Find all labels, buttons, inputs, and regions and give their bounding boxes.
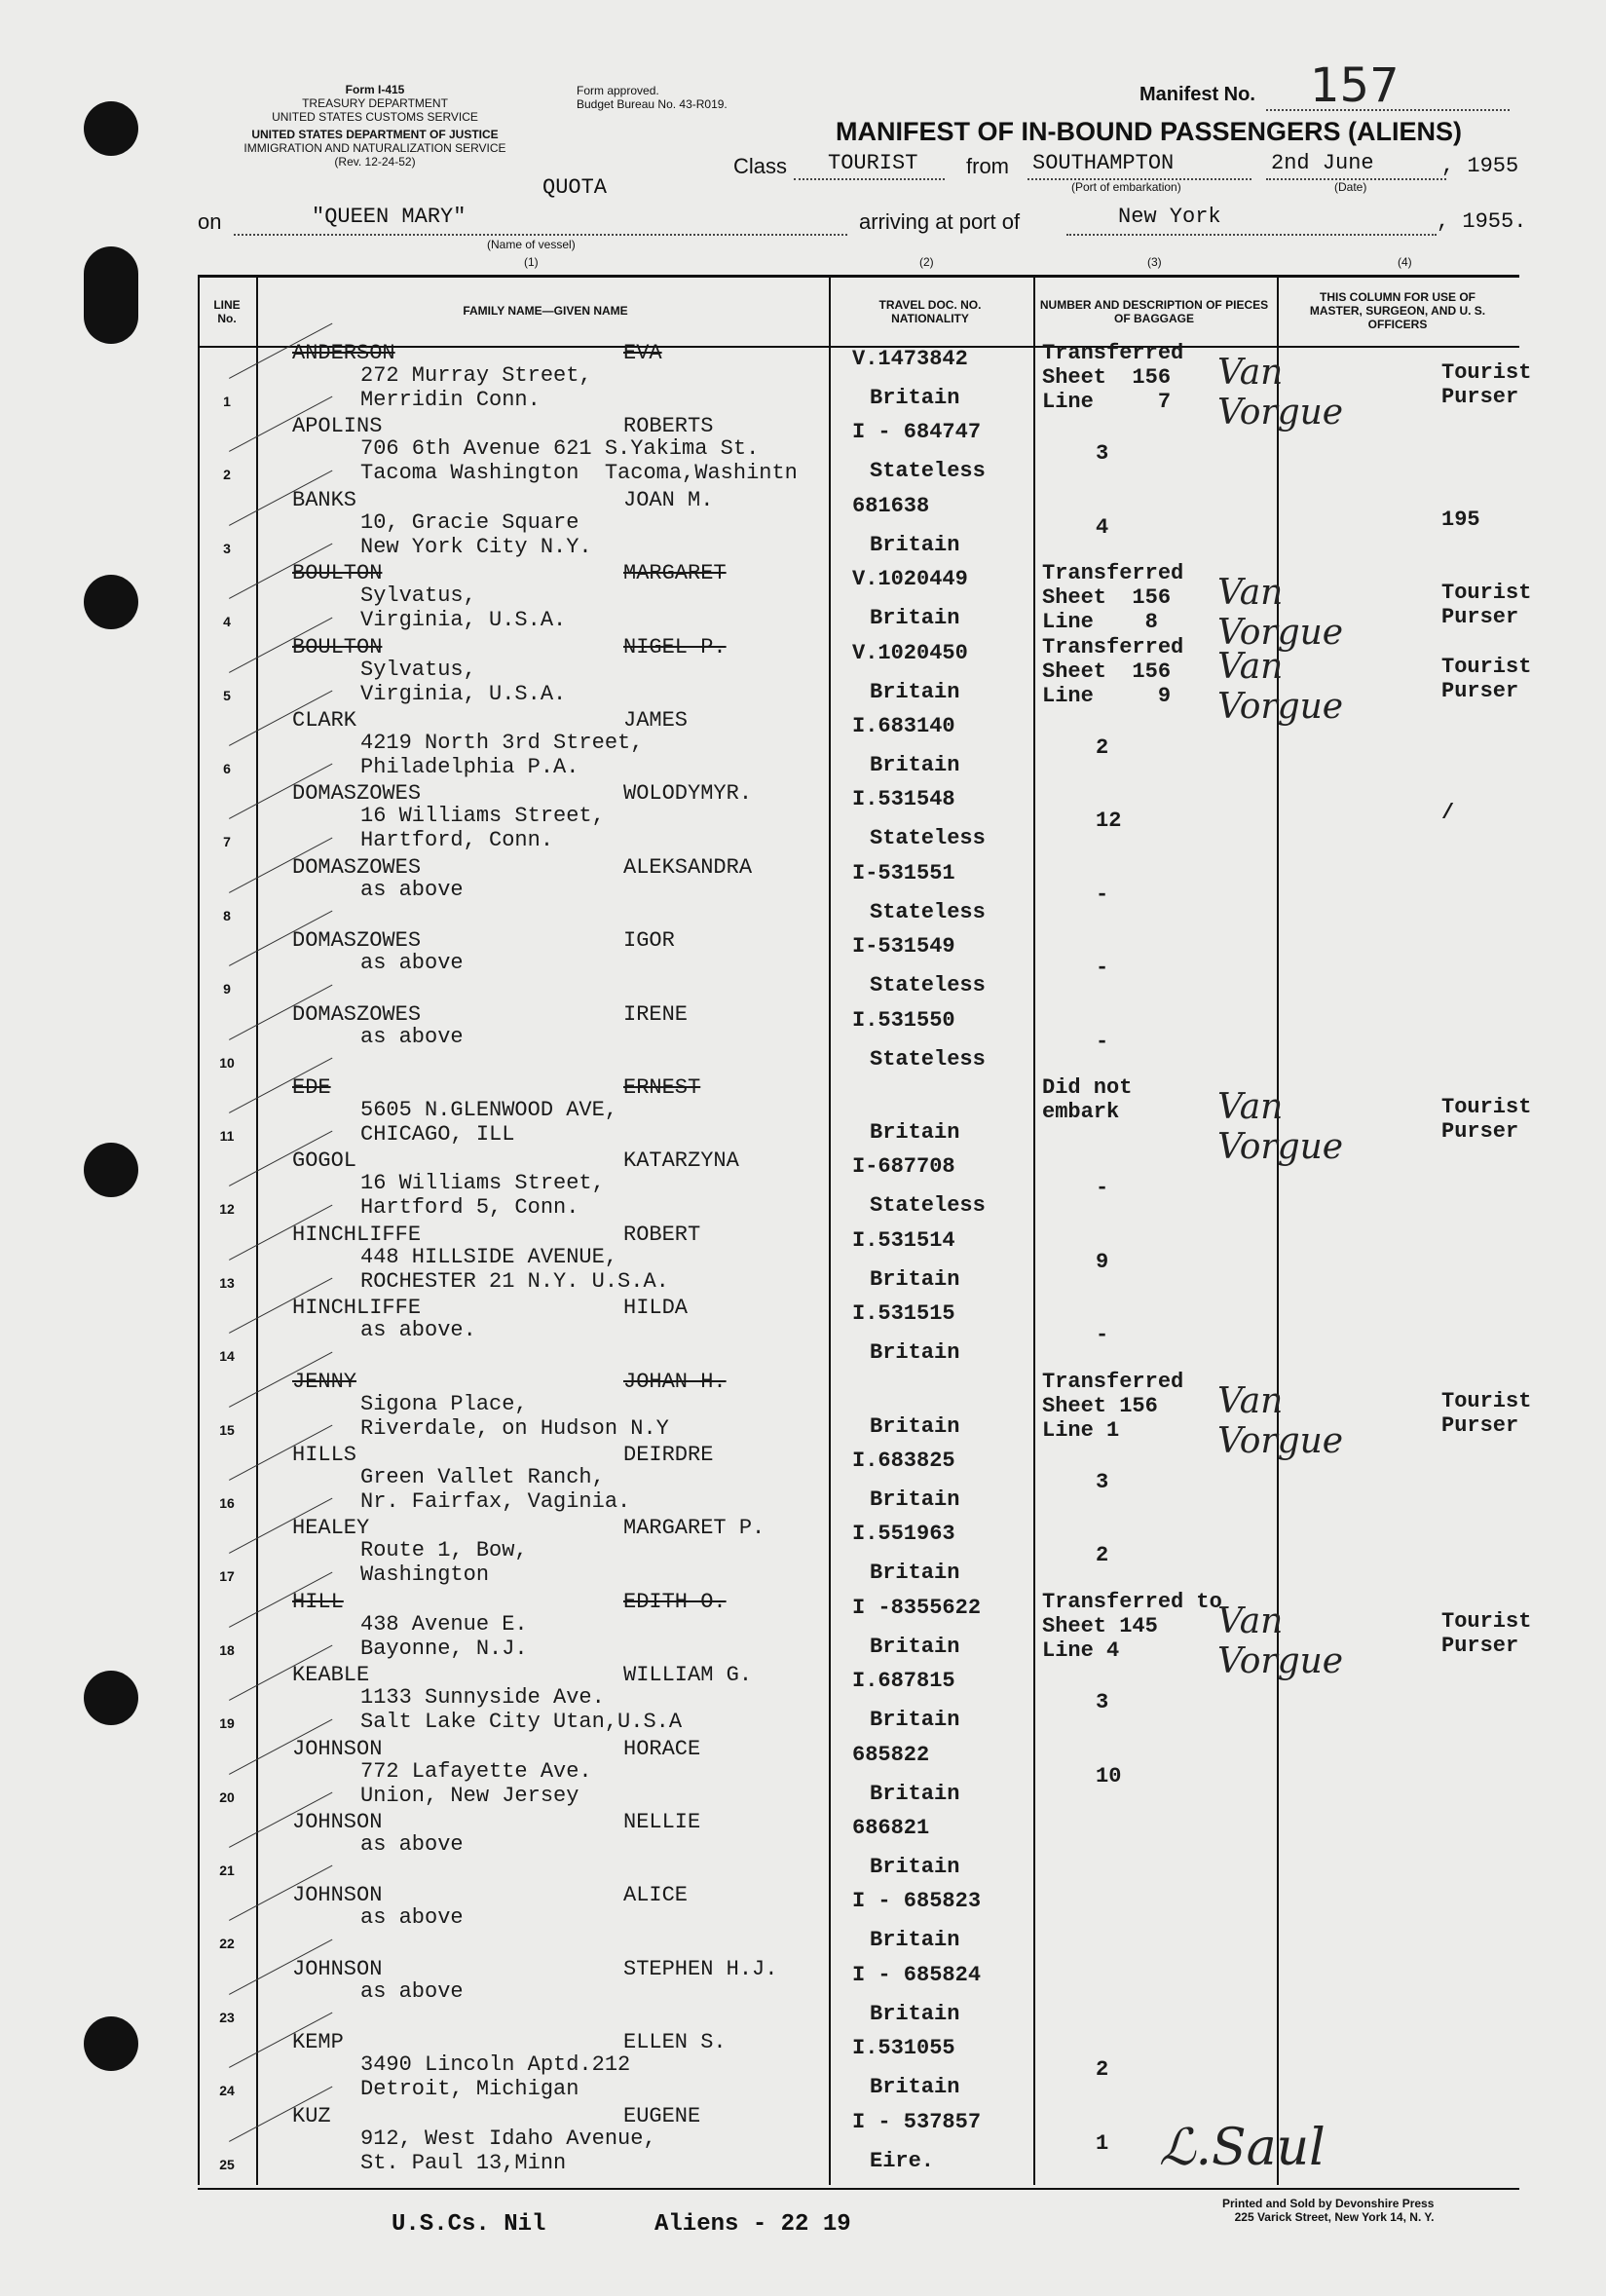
manifest-number: 157 bbox=[1310, 58, 1400, 113]
nationality: Britain bbox=[870, 1634, 960, 1659]
family-name: HEALEY bbox=[292, 1516, 370, 1541]
line-number: 21 bbox=[219, 1863, 235, 1878]
address-line-1: Sylvatus, bbox=[360, 657, 476, 682]
address-line-2: Union, New Jersey bbox=[360, 1783, 579, 1808]
given-name: STEPHEN H.J. bbox=[623, 1956, 778, 1981]
address-line-1: Green Vallet Ranch, bbox=[360, 1465, 605, 1489]
address-line-1: 772 Lafayette Ave. bbox=[360, 1758, 592, 1784]
travel-doc-no: I.531055 bbox=[852, 2036, 955, 2061]
nationality: Britain bbox=[870, 1781, 960, 1806]
travel-doc-no: I.531514 bbox=[852, 1227, 955, 1253]
family-name: JOHNSON bbox=[292, 1956, 383, 1981]
class-value: TOURIST bbox=[828, 151, 918, 175]
line-number: 24 bbox=[219, 2083, 235, 2099]
address-line-1: as above bbox=[360, 1024, 464, 1049]
line-number: 4 bbox=[223, 614, 231, 630]
baggage: Transferred Sheet 156 Line 8 bbox=[1042, 561, 1184, 635]
binder-hole bbox=[84, 575, 138, 629]
given-name: JAMES bbox=[623, 708, 689, 733]
address-line-2: Salt Lake City Utan,U.S.A bbox=[360, 1710, 683, 1735]
baggage: Did not embark bbox=[1042, 1075, 1133, 1124]
family-name: HINCHLIFFE bbox=[292, 1222, 422, 1247]
given-name: ROBERT bbox=[623, 1222, 701, 1247]
address-line-2: Merridin Conn. bbox=[360, 388, 541, 412]
given-name: JOAN M. bbox=[623, 487, 714, 512]
address-line-2: Riverdale, on Hudson N.Y bbox=[360, 1415, 669, 1441]
manifest-label: Manifest No. bbox=[1139, 84, 1255, 105]
address-line-1: Route 1, Bow, bbox=[360, 1538, 528, 1563]
address-line-2: Hartford 5, Conn. bbox=[360, 1195, 579, 1221]
family-name: DOMASZOWES bbox=[292, 854, 422, 880]
baggage: 3 bbox=[1096, 1470, 1109, 1494]
baggage: 3 bbox=[1096, 441, 1109, 467]
on-label: on bbox=[198, 209, 222, 234]
col-num-4: (4) bbox=[1398, 255, 1412, 269]
given-name: WOLODYMYR. bbox=[623, 781, 753, 807]
form-number: Form I-415 bbox=[345, 83, 405, 96]
address-line-2: Nr. Fairfax, Vaginia. bbox=[360, 1489, 631, 1514]
address-line-2: New York City N.Y. bbox=[360, 534, 592, 559]
given-name: MARGARET bbox=[623, 561, 727, 586]
baggage: 3 bbox=[1096, 1690, 1109, 1715]
nationality: Britain bbox=[870, 386, 960, 410]
family-name: HINCHLIFFE bbox=[292, 1296, 422, 1321]
given-name: EDITH O. bbox=[623, 1589, 727, 1614]
nationality: Britain bbox=[870, 753, 960, 777]
address-line-2: Philadelphia P.A. bbox=[360, 755, 579, 779]
travel-doc-no: V.1020449 bbox=[852, 567, 968, 592]
col-num-2: (2) bbox=[919, 255, 934, 269]
dept-justice: UNITED STATES DEPARTMENT OF JUSTICE bbox=[251, 128, 499, 141]
officer-signature: Van Vorgue bbox=[1217, 646, 1344, 727]
family-name: HILL bbox=[292, 1589, 344, 1614]
family-name: JENNY bbox=[292, 1369, 357, 1394]
given-name: IRENE bbox=[623, 1001, 689, 1027]
family-name: GOGOL bbox=[292, 1148, 357, 1174]
nationality: Stateless bbox=[870, 899, 986, 924]
travel-doc-no: I - 685823 bbox=[852, 1889, 982, 1914]
travel-doc-no: I.551963 bbox=[852, 1522, 955, 1547]
travel-doc-no: I-687708 bbox=[852, 1154, 955, 1180]
travel-doc-no: I.687815 bbox=[852, 1669, 955, 1694]
baggage: Transferred Sheet 156 Line 7 bbox=[1042, 341, 1184, 414]
family-name: JOHNSON bbox=[292, 1736, 383, 1761]
baggage: Transferred to Sheet 145 Line 4 bbox=[1042, 1589, 1222, 1663]
printer-info: Printed and Sold by Devonshire Press 225 Varick Street, New York 14, N. Y. bbox=[1222, 2197, 1435, 2224]
nationality: Stateless bbox=[870, 826, 986, 851]
address-line-1: 4219 North 3rd Street, bbox=[360, 731, 644, 755]
family-name: HILLS bbox=[292, 1443, 357, 1467]
travel-doc-no: I -8355622 bbox=[852, 1595, 982, 1620]
baggage: - bbox=[1096, 956, 1109, 981]
officer-signature: ℒ.Saul bbox=[1159, 2119, 1326, 2177]
address-line-1: as above bbox=[360, 1905, 464, 1931]
address-line-1: 16 Williams Street, bbox=[360, 804, 605, 829]
line-number: 13 bbox=[219, 1274, 235, 1291]
baggage: - bbox=[1096, 1029, 1109, 1054]
travel-doc-no: I-531551 bbox=[852, 860, 955, 885]
col-baggage: NUMBER AND DESCRIPTION OF PIECES OF BAGGAGE bbox=[1039, 298, 1269, 325]
given-name: NELLIE bbox=[623, 1810, 701, 1834]
baggage: - bbox=[1096, 882, 1109, 907]
vessel-name: "QUEEN MARY" bbox=[312, 205, 467, 229]
line-number: 25 bbox=[219, 2156, 235, 2172]
address-line-2: Tacoma Washington Tacoma,Washintn bbox=[360, 461, 798, 486]
line-number: 15 bbox=[219, 1421, 235, 1438]
line-number: 19 bbox=[219, 1715, 235, 1732]
line-number: 12 bbox=[219, 1201, 235, 1218]
form-revision: (Rev. 12-24-52) bbox=[334, 155, 416, 169]
page-title: MANIFEST OF IN-BOUND PASSENGERS (ALIENS) bbox=[836, 117, 1463, 146]
given-name: EUGENE bbox=[623, 2103, 701, 2128]
line-number: 5 bbox=[223, 687, 231, 703]
dept-treasury: TREASURY DEPARTMENT bbox=[302, 96, 448, 110]
baggage: 12 bbox=[1096, 809, 1122, 834]
nationality: Eire. bbox=[870, 2148, 935, 2173]
port-embarkation: SOUTHAMPTON bbox=[1032, 151, 1175, 175]
address-line-1: 706 6th Avenue 621 S.Yakima St. bbox=[360, 436, 760, 462]
officer-note: Tourist Purser bbox=[1441, 1095, 1532, 1144]
address-line-2: Virginia, U.S.A. bbox=[360, 608, 567, 633]
baggage: 4 bbox=[1096, 514, 1109, 540]
baggage: 10 bbox=[1096, 1763, 1122, 1788]
family-name: CLARK bbox=[292, 708, 357, 733]
nationality: Britain bbox=[870, 1413, 960, 1439]
travel-doc-no: 685822 bbox=[852, 1742, 930, 1767]
given-name: EVA bbox=[623, 341, 662, 365]
address-line-2: Washington bbox=[360, 1562, 490, 1588]
nationality: Britain bbox=[870, 1340, 960, 1366]
nationality: Britain bbox=[870, 1561, 960, 1586]
line-number: 14 bbox=[219, 1348, 235, 1365]
officer-note: / bbox=[1441, 801, 1455, 826]
officer-signature: Van Vorgue bbox=[1217, 353, 1344, 433]
travel-doc-no: I - 537857 bbox=[852, 2109, 982, 2134]
address-line-2: CHICAGO, ILL bbox=[360, 1122, 515, 1147]
line-number: 20 bbox=[219, 1788, 235, 1805]
address-line-1: as above bbox=[360, 951, 464, 976]
baggage: 2 bbox=[1096, 735, 1109, 760]
given-name: MARGARET P. bbox=[623, 1516, 766, 1541]
travel-doc-no: V.1473842 bbox=[852, 347, 968, 371]
address-line-1: 912, West Idaho Avenue, bbox=[360, 2126, 656, 2151]
vessel-caption: (Name of vessel) bbox=[487, 238, 576, 251]
col-travel: TRAVEL DOC. NO. NATIONALITY bbox=[878, 298, 982, 325]
given-name: ALEKSANDRA bbox=[623, 854, 753, 880]
officer-note: 195 bbox=[1441, 507, 1480, 532]
nationality: Britain bbox=[870, 532, 960, 557]
address-line-1: Sylvatus, bbox=[360, 583, 476, 609]
officer-note: Tourist Purser bbox=[1441, 581, 1532, 630]
col-num-1: (1) bbox=[524, 255, 539, 269]
family-name: JOHNSON bbox=[292, 1883, 383, 1908]
nationality: Britain bbox=[870, 2001, 960, 2026]
given-name: NIGEL P. bbox=[623, 634, 727, 659]
nationality: Britain bbox=[870, 1266, 960, 1292]
nationality: Britain bbox=[870, 1855, 960, 1879]
footer-middle: Aliens - 22 19 bbox=[654, 2211, 851, 2238]
form-approved: Form approved. Budget Bureau No. 43-R019. bbox=[577, 84, 728, 111]
line-number: 10 bbox=[219, 1054, 235, 1071]
travel-doc-no: I - 685824 bbox=[852, 1962, 982, 1987]
binder-hole bbox=[84, 1143, 138, 1197]
nationality: Britain bbox=[870, 1487, 960, 1512]
family-name: BOULTON bbox=[292, 561, 383, 586]
class-label: Class bbox=[733, 154, 788, 178]
address-line-2: Detroit, Michigan bbox=[360, 2077, 579, 2102]
quota-label: QUOTA bbox=[542, 175, 608, 200]
baggage: 9 bbox=[1096, 1249, 1109, 1274]
baggage: - bbox=[1096, 1323, 1109, 1348]
year-1: , 1955 bbox=[1441, 154, 1519, 178]
binder-hole bbox=[84, 101, 138, 156]
family-name: DOMASZOWES bbox=[292, 928, 422, 954]
address-line-1: 5605 N.GLENWOOD AVE, bbox=[360, 1098, 618, 1122]
address-line-2: Bayonne, N.J. bbox=[360, 1636, 528, 1661]
line-number: 7 bbox=[223, 834, 231, 850]
given-name: WILLIAM G. bbox=[623, 1663, 753, 1688]
col-name: FAMILY NAME—GIVEN NAME bbox=[463, 304, 628, 318]
family-name: BANKS bbox=[292, 487, 357, 512]
officer-note: Tourist Purser bbox=[1441, 1388, 1532, 1438]
dept-customs: UNITED STATES CUSTOMS SERVICE bbox=[272, 110, 478, 124]
given-name: ELLEN S. bbox=[623, 2030, 727, 2055]
nationality: Britain bbox=[870, 1708, 960, 1733]
line-number: 17 bbox=[219, 1568, 235, 1585]
binder-hole bbox=[84, 1671, 138, 1725]
given-name: KATARZYNA bbox=[623, 1148, 739, 1174]
address-line-1: as above. bbox=[360, 1318, 476, 1343]
arriving-label: arriving at port of bbox=[859, 209, 1021, 234]
address-line-1: 1133 Sunnyside Ave. bbox=[360, 1685, 605, 1711]
officer-note: Tourist Purser bbox=[1441, 1608, 1532, 1658]
nationality: Britain bbox=[870, 606, 960, 631]
given-name: ERNEST bbox=[623, 1075, 701, 1100]
travel-doc-no: 686821 bbox=[852, 1816, 930, 1840]
nationality: Britain bbox=[870, 2075, 960, 2100]
baggage: 2 bbox=[1096, 2057, 1109, 2083]
travel-doc-no: I.531548 bbox=[852, 787, 955, 812]
from-label: from bbox=[966, 154, 1009, 178]
arrival-port: New York bbox=[1118, 205, 1221, 229]
baggage: Transferred Sheet 156 Line 1 bbox=[1042, 1369, 1184, 1443]
travel-doc-no: 681638 bbox=[852, 493, 930, 518]
line-number: 6 bbox=[223, 761, 231, 776]
family-name: KEABLE bbox=[292, 1663, 370, 1688]
nationality: Britain bbox=[870, 1120, 960, 1145]
nationality: Britain bbox=[870, 679, 960, 704]
footer-left: U.S.Cs. Nil bbox=[392, 2211, 546, 2238]
line-number: 23 bbox=[219, 2009, 235, 2025]
family-name: APOLINS bbox=[292, 414, 383, 439]
baggage: Transferred Sheet 156 Line 9 bbox=[1042, 634, 1184, 708]
baggage: 1 bbox=[1096, 2130, 1109, 2156]
address-line-1: 16 Williams Street, bbox=[360, 1171, 605, 1196]
line-number: 11 bbox=[219, 1128, 235, 1144]
address-line-1: 10, Gracie Square bbox=[360, 509, 579, 535]
officer-signature: Van Vorgue bbox=[1217, 573, 1344, 654]
col-officers: THIS COLUMN FOR USE OF MASTER, SURGEON, AND U. S. OFFICERS bbox=[1309, 290, 1486, 331]
given-name: IGOR bbox=[623, 928, 675, 954]
travel-doc-no: I - 684747 bbox=[852, 420, 982, 445]
col-line-no: LINE No. bbox=[213, 298, 241, 325]
address-line-2: Hartford, Conn. bbox=[360, 828, 554, 853]
address-line-2: Virginia, U.S.A. bbox=[360, 681, 567, 706]
officer-note: Tourist Purser bbox=[1441, 360, 1532, 409]
given-name: HILDA bbox=[623, 1296, 689, 1321]
family-name: EDE bbox=[292, 1075, 331, 1100]
address-line-1: as above bbox=[360, 1832, 464, 1857]
line-number: 3 bbox=[223, 540, 231, 556]
address-line-2: St. Paul 13,Minn bbox=[360, 2150, 567, 2175]
nationality: Stateless bbox=[870, 1193, 986, 1219]
family-name: BOULTON bbox=[292, 634, 383, 659]
date-caption: (Date) bbox=[1334, 180, 1367, 194]
travel-doc-no: I.683825 bbox=[852, 1449, 955, 1473]
year-2: , 1955. bbox=[1437, 209, 1527, 234]
family-name: KEMP bbox=[292, 2030, 344, 2055]
col-num-3: (3) bbox=[1147, 255, 1162, 269]
port-caption: (Port of embarkation) bbox=[1071, 180, 1181, 194]
address-line-1: Sigona Place, bbox=[360, 1391, 528, 1416]
travel-doc-no: I.683140 bbox=[852, 714, 955, 738]
line-number: 22 bbox=[219, 1936, 235, 1952]
given-name: ALICE bbox=[623, 1883, 689, 1908]
address-line-1: 3490 Lincoln Aptd.212 bbox=[360, 2052, 631, 2078]
given-name: JOHAN H. bbox=[623, 1369, 727, 1394]
given-name: ROBERTS bbox=[623, 414, 714, 439]
nationality: Stateless bbox=[870, 459, 986, 484]
travel-doc-no: I.531550 bbox=[852, 1007, 955, 1033]
address-line-1: as above bbox=[360, 1978, 464, 2004]
officer-signature: Van Vorgue bbox=[1217, 1087, 1344, 1167]
nationality: Stateless bbox=[870, 1046, 986, 1072]
nationality: Stateless bbox=[870, 973, 986, 998]
family-name: DOMASZOWES bbox=[292, 781, 422, 807]
family-name: KUZ bbox=[292, 2103, 331, 2128]
family-name: JOHNSON bbox=[292, 1810, 383, 1834]
baggage: - bbox=[1096, 1176, 1109, 1201]
address-line-1: 448 HILLSIDE AVENUE, bbox=[360, 1244, 618, 1269]
line-number: 2 bbox=[223, 467, 231, 483]
embark-date: 2nd June bbox=[1271, 151, 1374, 175]
address-line-2: ROCHESTER 21 N.Y. U.S.A. bbox=[360, 1268, 669, 1294]
form-info bbox=[195, 83, 555, 169]
line-number: 9 bbox=[223, 981, 231, 997]
travel-doc-no: V.1020450 bbox=[852, 640, 968, 665]
line-number: 1 bbox=[223, 394, 231, 409]
address-line-1: as above bbox=[360, 877, 464, 902]
officer-note: Tourist Purser bbox=[1441, 654, 1532, 703]
officer-signature: Van Vorgue bbox=[1217, 1600, 1344, 1681]
travel-doc-no: I.531515 bbox=[852, 1301, 955, 1327]
address-line-1: 438 Avenue E. bbox=[360, 1611, 528, 1637]
given-name: HORACE bbox=[623, 1736, 701, 1761]
baggage: 2 bbox=[1096, 1543, 1109, 1568]
address-line-1: 272 Murray Street, bbox=[360, 363, 592, 388]
line-number: 18 bbox=[219, 1641, 235, 1658]
family-name: DOMASZOWES bbox=[292, 1001, 422, 1027]
officer-signature: Van Vorgue bbox=[1217, 1380, 1344, 1461]
travel-doc-no: I-531549 bbox=[852, 934, 955, 960]
dept-immigration: IMMIGRATION AND NATURALIZATION SERVICE bbox=[243, 141, 506, 155]
binder-hole bbox=[84, 246, 138, 344]
line-number: 16 bbox=[219, 1495, 235, 1511]
family-name: ANDERSON bbox=[292, 341, 395, 365]
binder-hole bbox=[84, 2016, 138, 2071]
nationality: Britain bbox=[870, 1928, 960, 1953]
given-name: DEIRDRE bbox=[623, 1443, 714, 1467]
line-number: 8 bbox=[223, 907, 231, 923]
